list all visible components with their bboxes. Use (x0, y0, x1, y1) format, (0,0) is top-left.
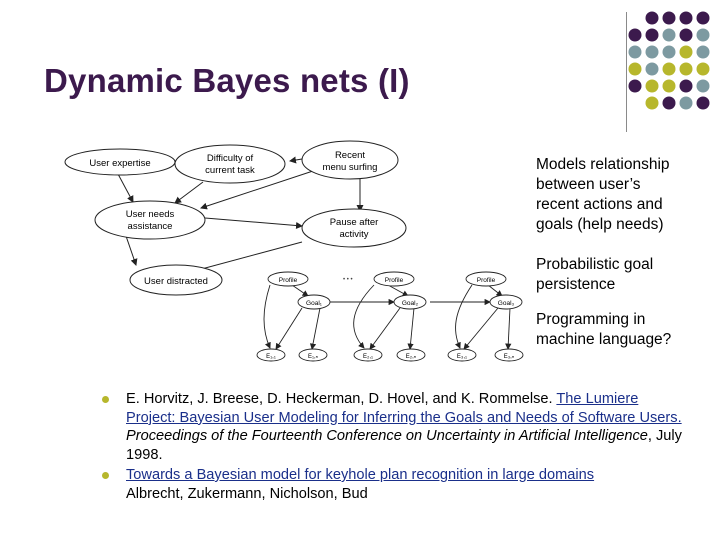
side-note-goal-persistence: Probabilistic goal persistence (536, 256, 654, 293)
svg-text:User expertise: User expertise (89, 158, 151, 169)
node-goal-3 (490, 295, 522, 309)
node-user-distracted (130, 265, 222, 295)
svg-text:Profile: Profile (278, 277, 298, 284)
reference-list (102, 390, 682, 503)
node-evidence-5 (448, 349, 476, 361)
svg-text:E₂,₁: E₂,₁ (362, 354, 374, 360)
reference-item-keyhole: Towards a Bayesian model for keyhole plan recognition in large domains Albrecht, Zukermann, Nicholson, Bud (102, 466, 682, 503)
bayes-net-diagram (58, 140, 538, 368)
node-evidence-4 (397, 349, 425, 361)
node-profile-2 (374, 272, 414, 286)
svg-text:Goal₂: Goal₂ (401, 300, 419, 307)
svg-text:Pause after: Pause after (329, 217, 379, 228)
decorative-dot-grid (0, 0, 720, 140)
svg-text:current task: current task (205, 165, 255, 176)
node-profile-3 (466, 272, 506, 286)
node-user-expertise (65, 149, 175, 175)
svg-text:Profile: Profile (384, 277, 404, 284)
bullet-dot-icon (102, 396, 109, 403)
svg-text:User needs: User needs (125, 209, 175, 220)
side-note-relationship: Models relationship between user’s recent actions and goals (help needs) (536, 156, 670, 233)
svg-text:E₂,ₙ: E₂,ₙ (405, 354, 417, 360)
svg-text:Recent: Recent (334, 150, 366, 161)
svg-text:Goal₃: Goal₃ (497, 300, 515, 307)
lower-network-edges (264, 285, 510, 349)
dot-row-1 (646, 12, 710, 25)
svg-text:E₁,ₙ: E₁,ₙ (307, 354, 319, 360)
lumiere-paper-link[interactable]: The Lumiere Project: Bayesian User Modeling for Inferring the Goals and Needs of Software Users. (126, 391, 682, 426)
bullet-dot-icon (102, 472, 109, 479)
slide-title: Dynamic Bayes nets (I) (44, 62, 410, 99)
svg-text:User distracted: User distracted (144, 276, 208, 287)
keyhole-paper-link[interactable]: Towards a Bayesian model for keyhole plan recognition in large domains (126, 467, 595, 483)
dot-row-2 (629, 29, 710, 42)
node-evidence-3 (354, 349, 382, 361)
node-goal-2 (394, 295, 426, 309)
node-recent-menu-surfing (302, 141, 398, 179)
node-user-needs-assistance (95, 201, 205, 239)
svg-text:Goal₁: Goal₁ (306, 300, 322, 307)
node-difficulty-of-current-task (175, 145, 285, 183)
node-evidence-6 (495, 349, 523, 361)
node-pause-after-activity (302, 209, 406, 247)
svg-text:Difficulty of: Difficulty of (206, 153, 254, 164)
svg-text:E₃,ₙ: E₃,ₙ (503, 354, 515, 360)
node-goal-1 (298, 295, 330, 309)
reference-item-lumiere: E. Horvitz, J. Breese, D. Heckerman, D. Hovel, and K. Rommelse. The Lumiere Project: Bayesian User Modeling for Inferring the Goals and Needs of Software Users. Proceedings of the Fourteenth Conference on Uncertainty in Artificial Intelligence, July 1998. (102, 390, 682, 464)
node-evidence-2 (299, 349, 327, 361)
svg-text:E₃,₁: E₃,₁ (456, 354, 468, 360)
svg-text:assistance: assistance (127, 221, 173, 232)
svg-text:Profile: Profile (476, 277, 496, 284)
node-evidence-1 (257, 349, 285, 361)
svg-text:E₁,₁: E₁,₁ (266, 354, 276, 360)
dot-row-5 (629, 80, 710, 93)
svg-text:menu surfing: menu surfing (322, 162, 378, 173)
dot-row-3 (629, 46, 710, 59)
dot-row-4 (629, 63, 710, 76)
side-note-programming: Programming in machine language? (536, 311, 672, 348)
node-profile-1 (268, 272, 308, 286)
ellipsis-dots: • • • (343, 277, 353, 283)
dot-row-6 (646, 97, 710, 110)
svg-text:activity: activity (339, 229, 369, 240)
